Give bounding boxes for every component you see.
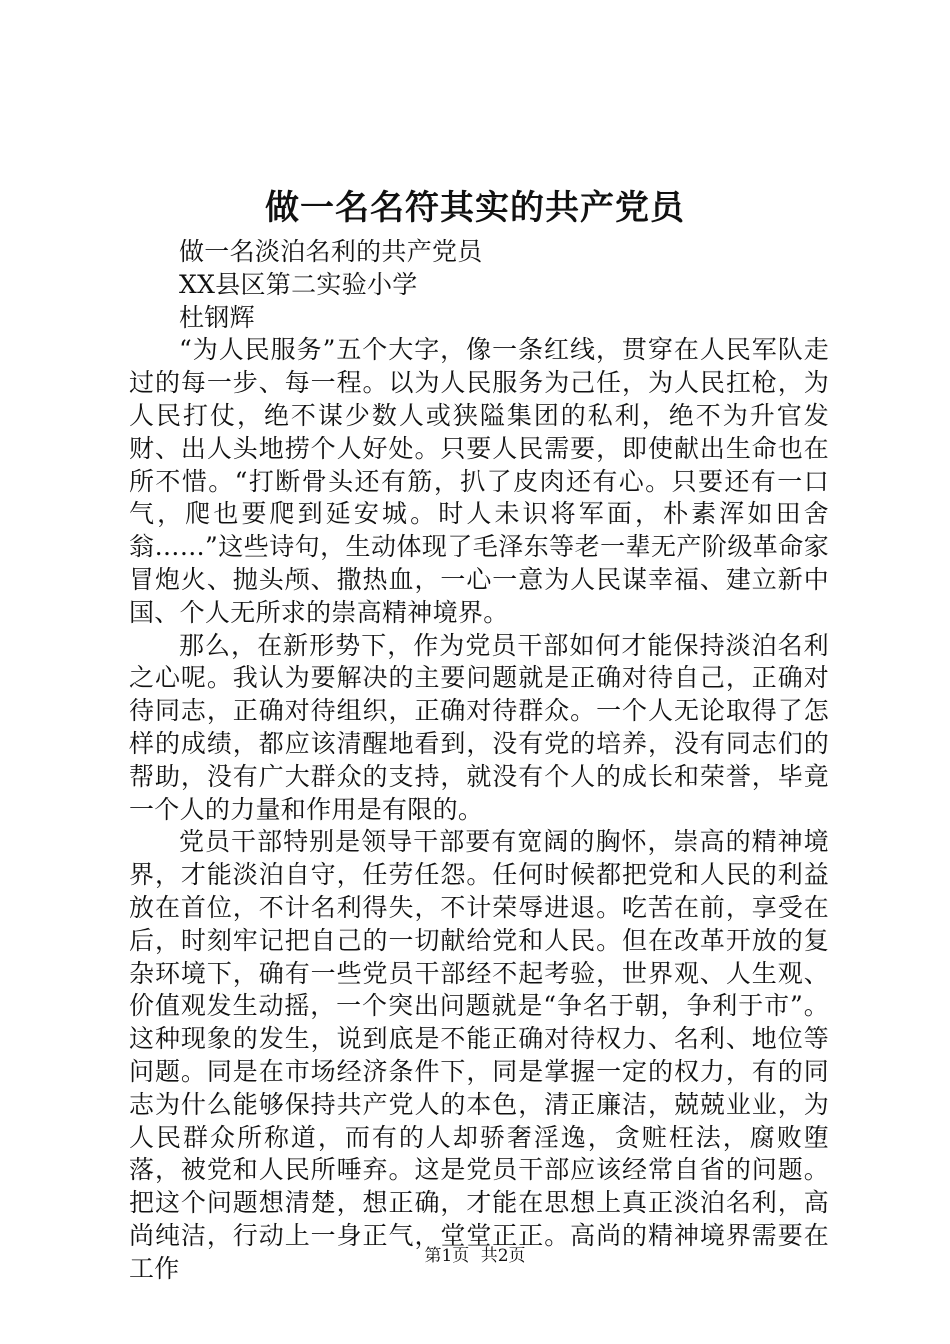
body-paragraph: 那么，在新形势下，作为党员干部如何才能保持淡泊名利之心呢。我认为要解决的主要问题就是正确对待自己，正确对待同志，正确对待组织，正确对待群众。一个人无论取得了怎样的成绩，都应该清醒地看到，没有党的培养，没有同志们的帮助，没有广大群众的支持，就没有个人的成长和荣誉，毕竟一个人的力量和作用是有限的。 [129,630,829,824]
body-paragraph: “为人民服务”五个大字，像一条红线，贯穿在人民军队走过的每一步、每一程。以为人民服务为己任，为人民扛枪，为人民打仗，绝不谋少数人或狭隘集团的私利，绝不为升官发财、出人头地捞个人好处。只要人民需要，即使献出生命也在所不惜。“打断骨头还有筋，扒了皮肉还有心。只要还有一口气，爬也要爬到延安城。时人未识将军面，朴素浑如田舍翁……”这些诗句，生动体现了毛泽东等老一辈无产阶级革命家冒炮火、抛头颅、撒热血，一心一意为人民谋幸福、建立新中国、个人无所求的崇高精神境界。 [129,335,829,627]
document-author: 杜钢辉 [179,302,255,332]
page-footer [0,1244,950,1268]
document-school: XX县区第二实验小学 [179,269,418,299]
document-subtitle: 做一名淡泊名利的共产党员 [179,237,483,266]
document-body [129,236,829,1286]
body-paragraph: 党员干部特别是领导干部要有宽阔的胸怀，崇高的精神境界，才能淡泊自守，任劳任怨。任何时候都把党和人民的利益放在首位，不计名利得失，不计荣辱进退。吃苦在前，享受在后，时刻牢记把自己的一切献给党和人民。但在改革开放的复杂环境下，确有一些党员干部经不起考验，世界观、人生观、价值观发生动摇，一个突出问题就是“争名于朝，争利于市”。这种现象的发生，说到底是不能正确对待权力、名利、地位等问题。同是在市场经济条件下，同是掌握一定的权力，有的同志为什么能够保持共产党人的本色，清正廉洁，兢兢业业，为人民群众所称道，而有的人却骄奢淫逸，贪赃枉法，腐败堕落，被党和人民所唾弃。这是党员干部应该经常自省的问题。把这个问题想清楚，想正确，才能在思想上真正淡泊名利，高尚纯洁，行动上一身正气，堂堂正正。高尚的精神境界需要在工作 [129,827,829,1283]
page-number-total: 共2页 [480,1246,526,1266]
page-number-current: 第1页 [424,1246,470,1266]
document-title: 做一名名符其实的共产党员 [265,188,685,228]
